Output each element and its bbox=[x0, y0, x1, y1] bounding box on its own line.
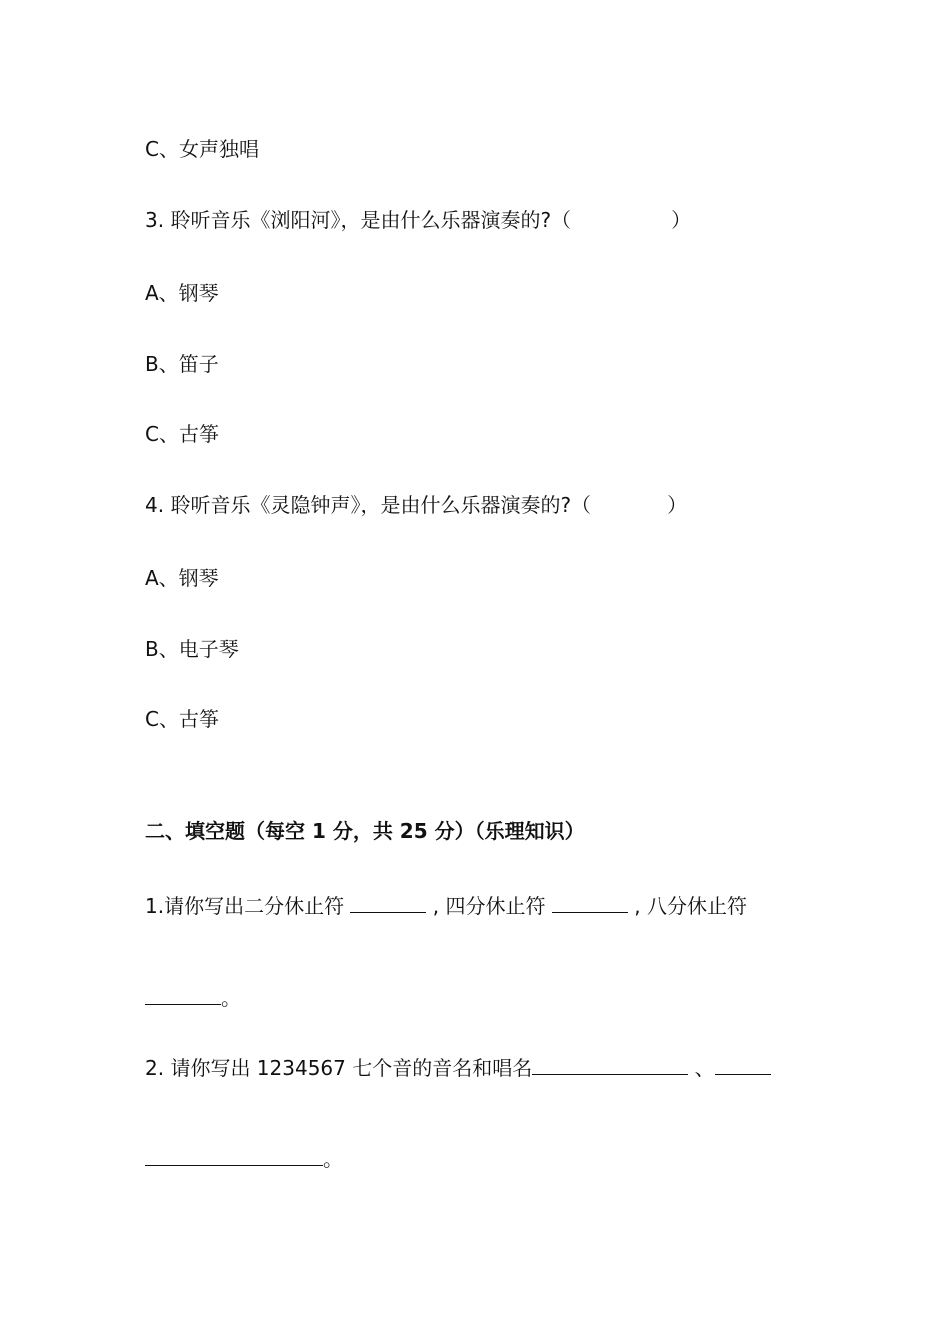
fill2-end: 。 bbox=[323, 1147, 343, 1171]
fill-question-1-cont bbox=[145, 982, 241, 1012]
q3-close-paren: ） bbox=[671, 208, 692, 232]
fill-question-2 bbox=[145, 1052, 771, 1082]
q4-question bbox=[145, 491, 687, 519]
q4-option-c: C、古筝 bbox=[145, 707, 219, 731]
fill1-end: 。 bbox=[221, 986, 241, 1010]
fill1-blank-3[interactable] bbox=[145, 982, 221, 1005]
fill-question-1 bbox=[145, 890, 747, 920]
section2-heading: 二、填空题（每空 1 分，共 25 分）（乐理知识） bbox=[145, 819, 585, 843]
fill2-text-2: 、 bbox=[688, 1056, 715, 1080]
fill1-text-2: , 四分休止符 bbox=[426, 894, 552, 918]
fill2-blank-1[interactable] bbox=[532, 1052, 688, 1075]
fill-question-2-cont bbox=[145, 1143, 343, 1173]
q4-close-paren: ） bbox=[667, 493, 688, 517]
q3-option-a: A、钢琴 bbox=[145, 281, 219, 305]
fill1-blank-1[interactable] bbox=[350, 890, 426, 913]
fill2-text-1: 2. 请你写出 1234567 七个音的音名和唱名 bbox=[145, 1056, 533, 1080]
fill1-text-3: , 八分休止符 bbox=[627, 894, 747, 918]
q3-option-c: C、古筝 bbox=[145, 422, 219, 446]
fill2-blank-3[interactable] bbox=[145, 1143, 323, 1166]
fill1-text-1: 1.请你写出二分休止符 bbox=[145, 894, 351, 918]
q3-question bbox=[145, 206, 691, 234]
fill1-blank-2[interactable] bbox=[552, 890, 628, 913]
q3-question-text: 3. 聆听音乐《浏阳河》，是由什么乐器演奏的?（ bbox=[145, 208, 572, 232]
q4-option-a: A、钢琴 bbox=[145, 566, 219, 590]
fill2-blank-2[interactable] bbox=[715, 1052, 771, 1075]
q2-option-c: C、女声独唱 bbox=[145, 137, 259, 161]
q3-option-b: B、笛子 bbox=[145, 352, 219, 376]
q4-option-b: B、电子琴 bbox=[145, 637, 239, 661]
q4-question-text: 4. 聆听音乐《灵隐钟声》，是由什么乐器演奏的?（ bbox=[145, 493, 592, 517]
